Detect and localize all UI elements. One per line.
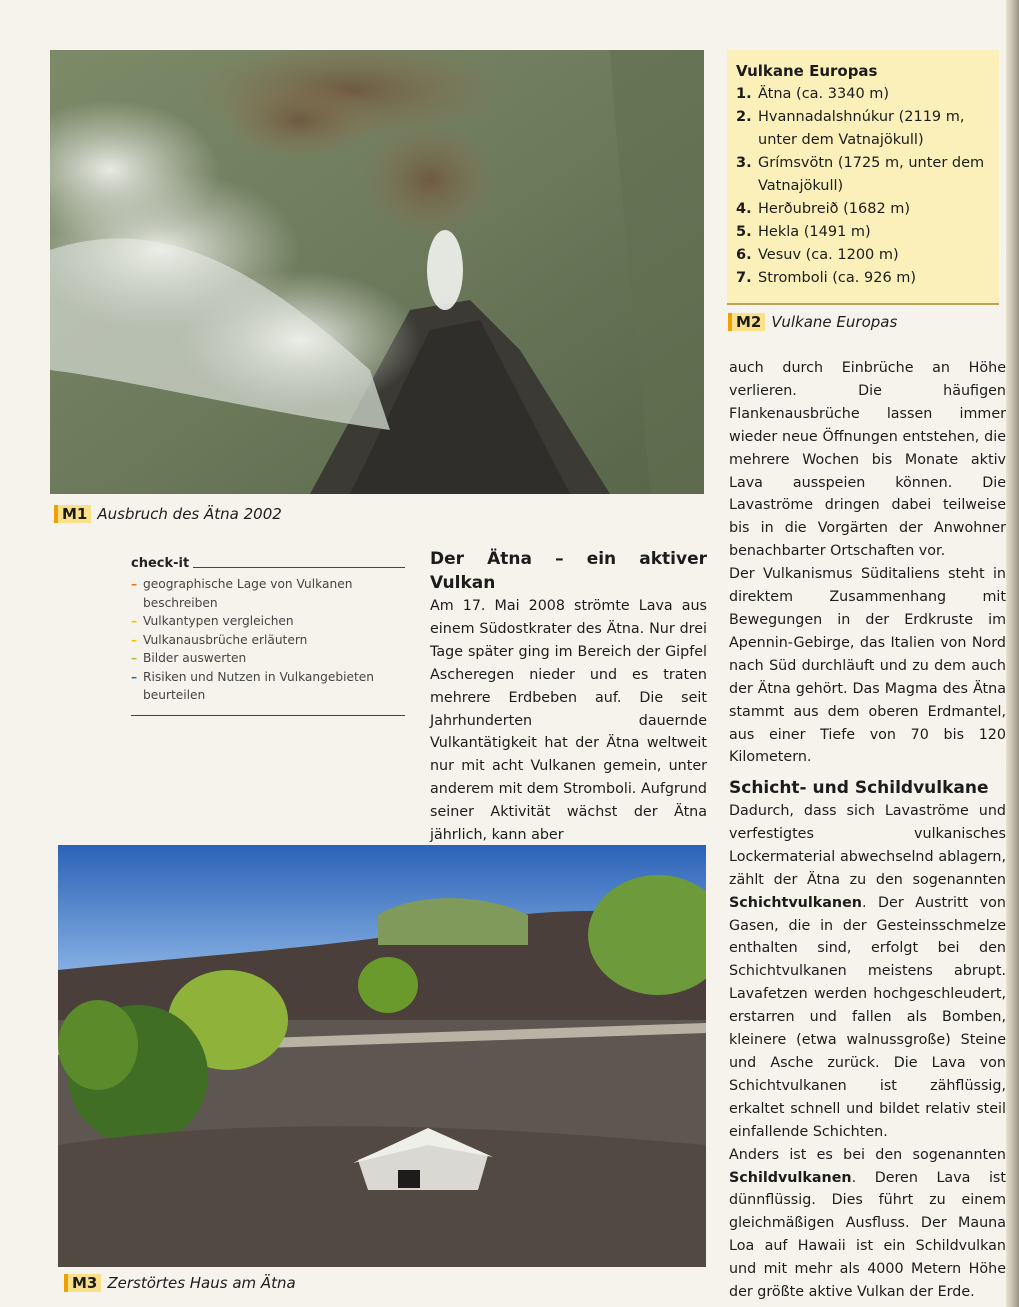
- etna-eruption-photo: [50, 50, 704, 494]
- section2-heading: Schicht- und Schildvulkane: [729, 778, 989, 798]
- list-item: 6. Vesuv (ca. 1200 m): [736, 247, 899, 263]
- right-column-bottom: [729, 776, 1006, 1304]
- section1-paragraph1: Am 17. Mai 2008 strömte Lava aus einem Südostkrater des Ätna. Nur drei Tage später ging im Bereich der Gipfel Ascheregen nieder und es traten mehrere Erdbeben auf. Die seit Jahrhunderten dauernde Vulkantätigkeit hat der Ätna weltweit nur mit acht Vulkanen gemein, unter anderem mit dem Stromboli. Aufgrund seiner Aktivität wächst der Ätna jährlich, kann aber: [430, 598, 707, 844]
- check-it-title: check-it: [131, 556, 190, 571]
- term-schildvulkane: Schildvulkanen: [729, 1169, 852, 1186]
- list-item: 3. Grímsvötn (1725 m, unter dem Vatnajökull): [736, 155, 985, 194]
- volcanoes-europe-box: [727, 50, 999, 305]
- check-it-list: [131, 575, 405, 705]
- list-item: – Bilder auswerten: [131, 649, 405, 668]
- right-column-top: [729, 357, 1006, 769]
- section1-heading: Der Ätna – ein aktiver Vulkan: [430, 549, 707, 593]
- section1-paragraph2: Der Vulkanismus Süditaliens steht in direktem Zusammenhang mit Bewegungen in der Erdkruste im Apennin-Gebirge, das Italien von Nord nach Süd durchläuft und zu dem auch der Ätna gehört. Das Magma des Ätna stammt aus dem oberen Erdmantel, aus einer Tiefe von 70 bis 120 Kilometern.: [729, 566, 1006, 766]
- m3-caption: [64, 1274, 296, 1292]
- volcanoes-europe-title: Vulkane Europas: [736, 62, 878, 80]
- list-item: – Vulkantypen vergleichen: [131, 612, 405, 631]
- list-item: 1. Ätna (ca. 3340 m): [736, 86, 890, 102]
- m1-caption: [54, 505, 282, 523]
- term-schichtvulkane: Schichtvulkanen: [729, 894, 862, 911]
- check-it-box: [131, 556, 405, 716]
- m1-tag: M1: [54, 505, 91, 523]
- middle-column: [430, 547, 707, 847]
- m2-caption-text: Vulkane Europas: [771, 313, 898, 331]
- page-edge: [1006, 0, 1019, 1307]
- destroyed-house-photo: [58, 845, 706, 1267]
- bullet-icon: –: [131, 669, 138, 684]
- list-item: – Risiken und Nutzen in Vulkangebieten beurteilen: [131, 668, 405, 705]
- list-item: – Vulkanausbrüche erläutern: [131, 631, 405, 650]
- bullet-icon: –: [131, 614, 138, 628]
- section1-paragraph1-continued: auch durch Einbrüche an Höhe verlieren. Die häufigen Flankenausbrüche lassen immer wieder neue Öffnungen entstehen, die mehrere Wochen bis Monate aktiv Lava ausspeien können. Die Lavaströme dringen dabei teilweise bis in die Vorgärten der Anwohner benachbarter Ortschaften vor.: [729, 360, 1006, 560]
- list-item: 5. Hekla (1491 m): [736, 224, 871, 240]
- m1-caption-text: Ausbruch des Ätna 2002: [97, 505, 282, 523]
- m2-caption: [728, 313, 897, 331]
- section2-paragraph1: Dadurch, dass sich Lavaströme und verfestigtes vulkanisches Lockermaterial abwechselnd ablagern, zählt der Ätna zu den sogenannten Schichtvulkanen. Der Austritt von Gasen, die in der Gesteinsschmelze enthalten sind, erfolgt bei den Schichtvulkanen meistens abrupt. Lavafetzen werden hochgeschleudert, erstarren und fallen als Bomben, kleinere (etwa walnussgroße) Steine und Asche zurück. Die Lava von Schichtvulkanen ist zähflüssig, erkaltet schnell und bildet relativ steil einfallende Schichten.: [729, 803, 1006, 1140]
- list-item: 7. Stromboli (ca. 926 m): [736, 270, 917, 286]
- list-item: 4. Herðubreið (1682 m): [736, 201, 911, 217]
- m3-tag: M3: [64, 1274, 101, 1292]
- list-item: 2. Hvannadalshnúkur (2119 m, unter dem Vatnajökull): [736, 109, 965, 148]
- list-item: – geographische Lage von Vulkanen beschreiben: [131, 575, 405, 612]
- m3-caption-text: Zerstörtes Haus am Ätna: [107, 1274, 296, 1292]
- bullet-icon: –: [131, 577, 138, 591]
- bullet-icon: –: [131, 651, 138, 665]
- volcanoes-list: [736, 83, 991, 290]
- bullet-icon: –: [131, 632, 138, 647]
- section2-paragraph2: Anders ist es bei den sogenannten Schildvulkanen. Deren Lava ist dünnflüssig. Dies führt zu einem gleichmäßigen Ausfluss. Der Mauna Loa auf Hawaii ist ein Schildvulkan und mit mehr als 4000 Metern Höhe der größte aktive Vulkan der Erde.: [729, 1146, 1006, 1301]
- m2-tag: M2: [728, 313, 765, 331]
